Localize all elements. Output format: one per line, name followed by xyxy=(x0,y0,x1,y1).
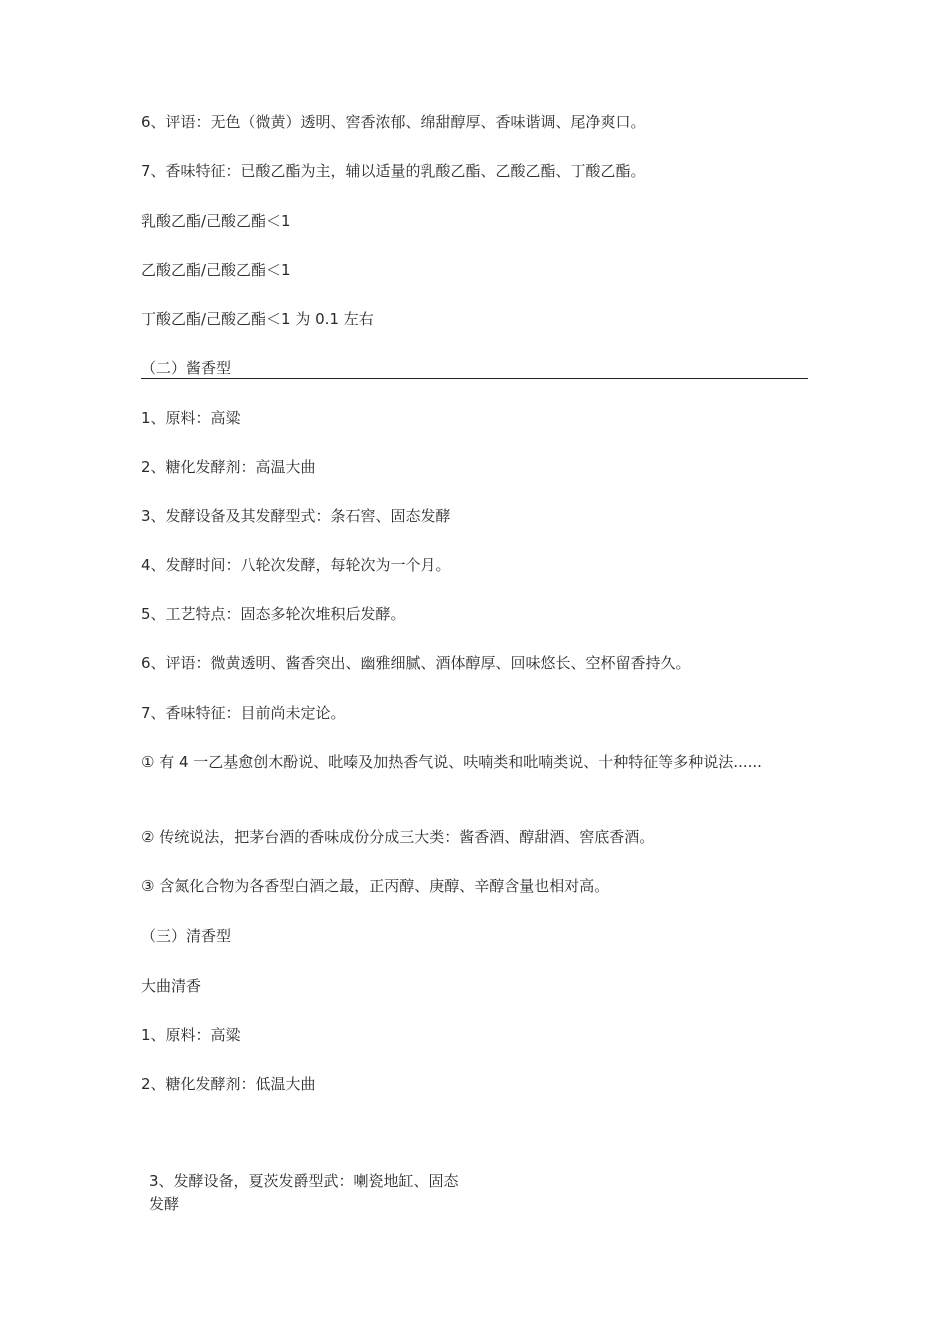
ratio-lactate-line: 乳酸乙酯/己酸乙酯＜1 xyxy=(141,212,291,230)
starter-line-2: 2、糖化发酵剂：低温大曲 xyxy=(141,1075,316,1093)
process-feature-line: 5、工艺特点：固态多轮次堆积后发酵。 xyxy=(141,605,406,623)
section-heading-jiang: （二）酱香型 xyxy=(141,359,232,377)
starter-line-1: 2、糖化发酵剂：高温大曲 xyxy=(141,458,316,476)
subheading-daqu: 大曲清香 xyxy=(141,977,202,995)
theory-item-1: ① 有 4 一乙基愈创木酚说、吡嗪及加热香气说、呋喃类和吡喃类说、十种特征等多种说法...... xyxy=(141,753,762,771)
equipment-line-1: 3、发酵设备及其发酵型式：条石窖、固态发酵 xyxy=(141,507,451,525)
raw-material-line-1: 1、原料：高粱 xyxy=(141,409,241,427)
aroma-feature-line-1: 7、香味特征：已酸乙酯为主，辅以适量的乳酸乙酯、乙酸乙酯、丁酸乙酯。 xyxy=(141,162,646,180)
section-heading-qing: （三）清香型 xyxy=(141,927,232,945)
theory-item-3: ③ 含氮化合物为各香型白酒之最，正丙醇、庚醇、辛醇含量也相对高。 xyxy=(141,877,610,895)
ratio-acetate-line: 乙酸乙酯/己酸乙酯＜1 xyxy=(141,261,291,279)
evaluation-line-1: 6、评语：无色（微黄）透明、窖香浓郁、绵甜醇厚、香味谐调、尾净爽口。 xyxy=(141,113,646,131)
raw-material-line-2: 1、原料：高粱 xyxy=(141,1026,241,1044)
fermentation-time-line: 4、发酵时间：八轮次发酵，每轮次为一个月。 xyxy=(141,556,451,574)
heading-underline xyxy=(141,378,808,379)
aroma-feature-line-2: 7、香味特征：目前尚未定论。 xyxy=(141,704,346,722)
equipment-line-2a: 3、发酵设备，夏茨发爵型武：喇瓷地缸、固态 xyxy=(149,1172,459,1190)
theory-item-2: ② 传统说法，把茅台酒的香味成份分成三大类：酱香酒、醇甜酒、窖底香酒。 xyxy=(141,828,655,846)
ratio-butyrate-line: 丁酸乙酯/己酸乙酯＜1 为 0.1 左右 xyxy=(141,310,374,328)
equipment-line-2b: 发酵 xyxy=(149,1195,180,1213)
evaluation-line-2: 6、评语：微黄透明、酱香突出、幽雅细腻、酒体醇厚、回味悠长、空杯留香持久。 xyxy=(141,654,691,672)
